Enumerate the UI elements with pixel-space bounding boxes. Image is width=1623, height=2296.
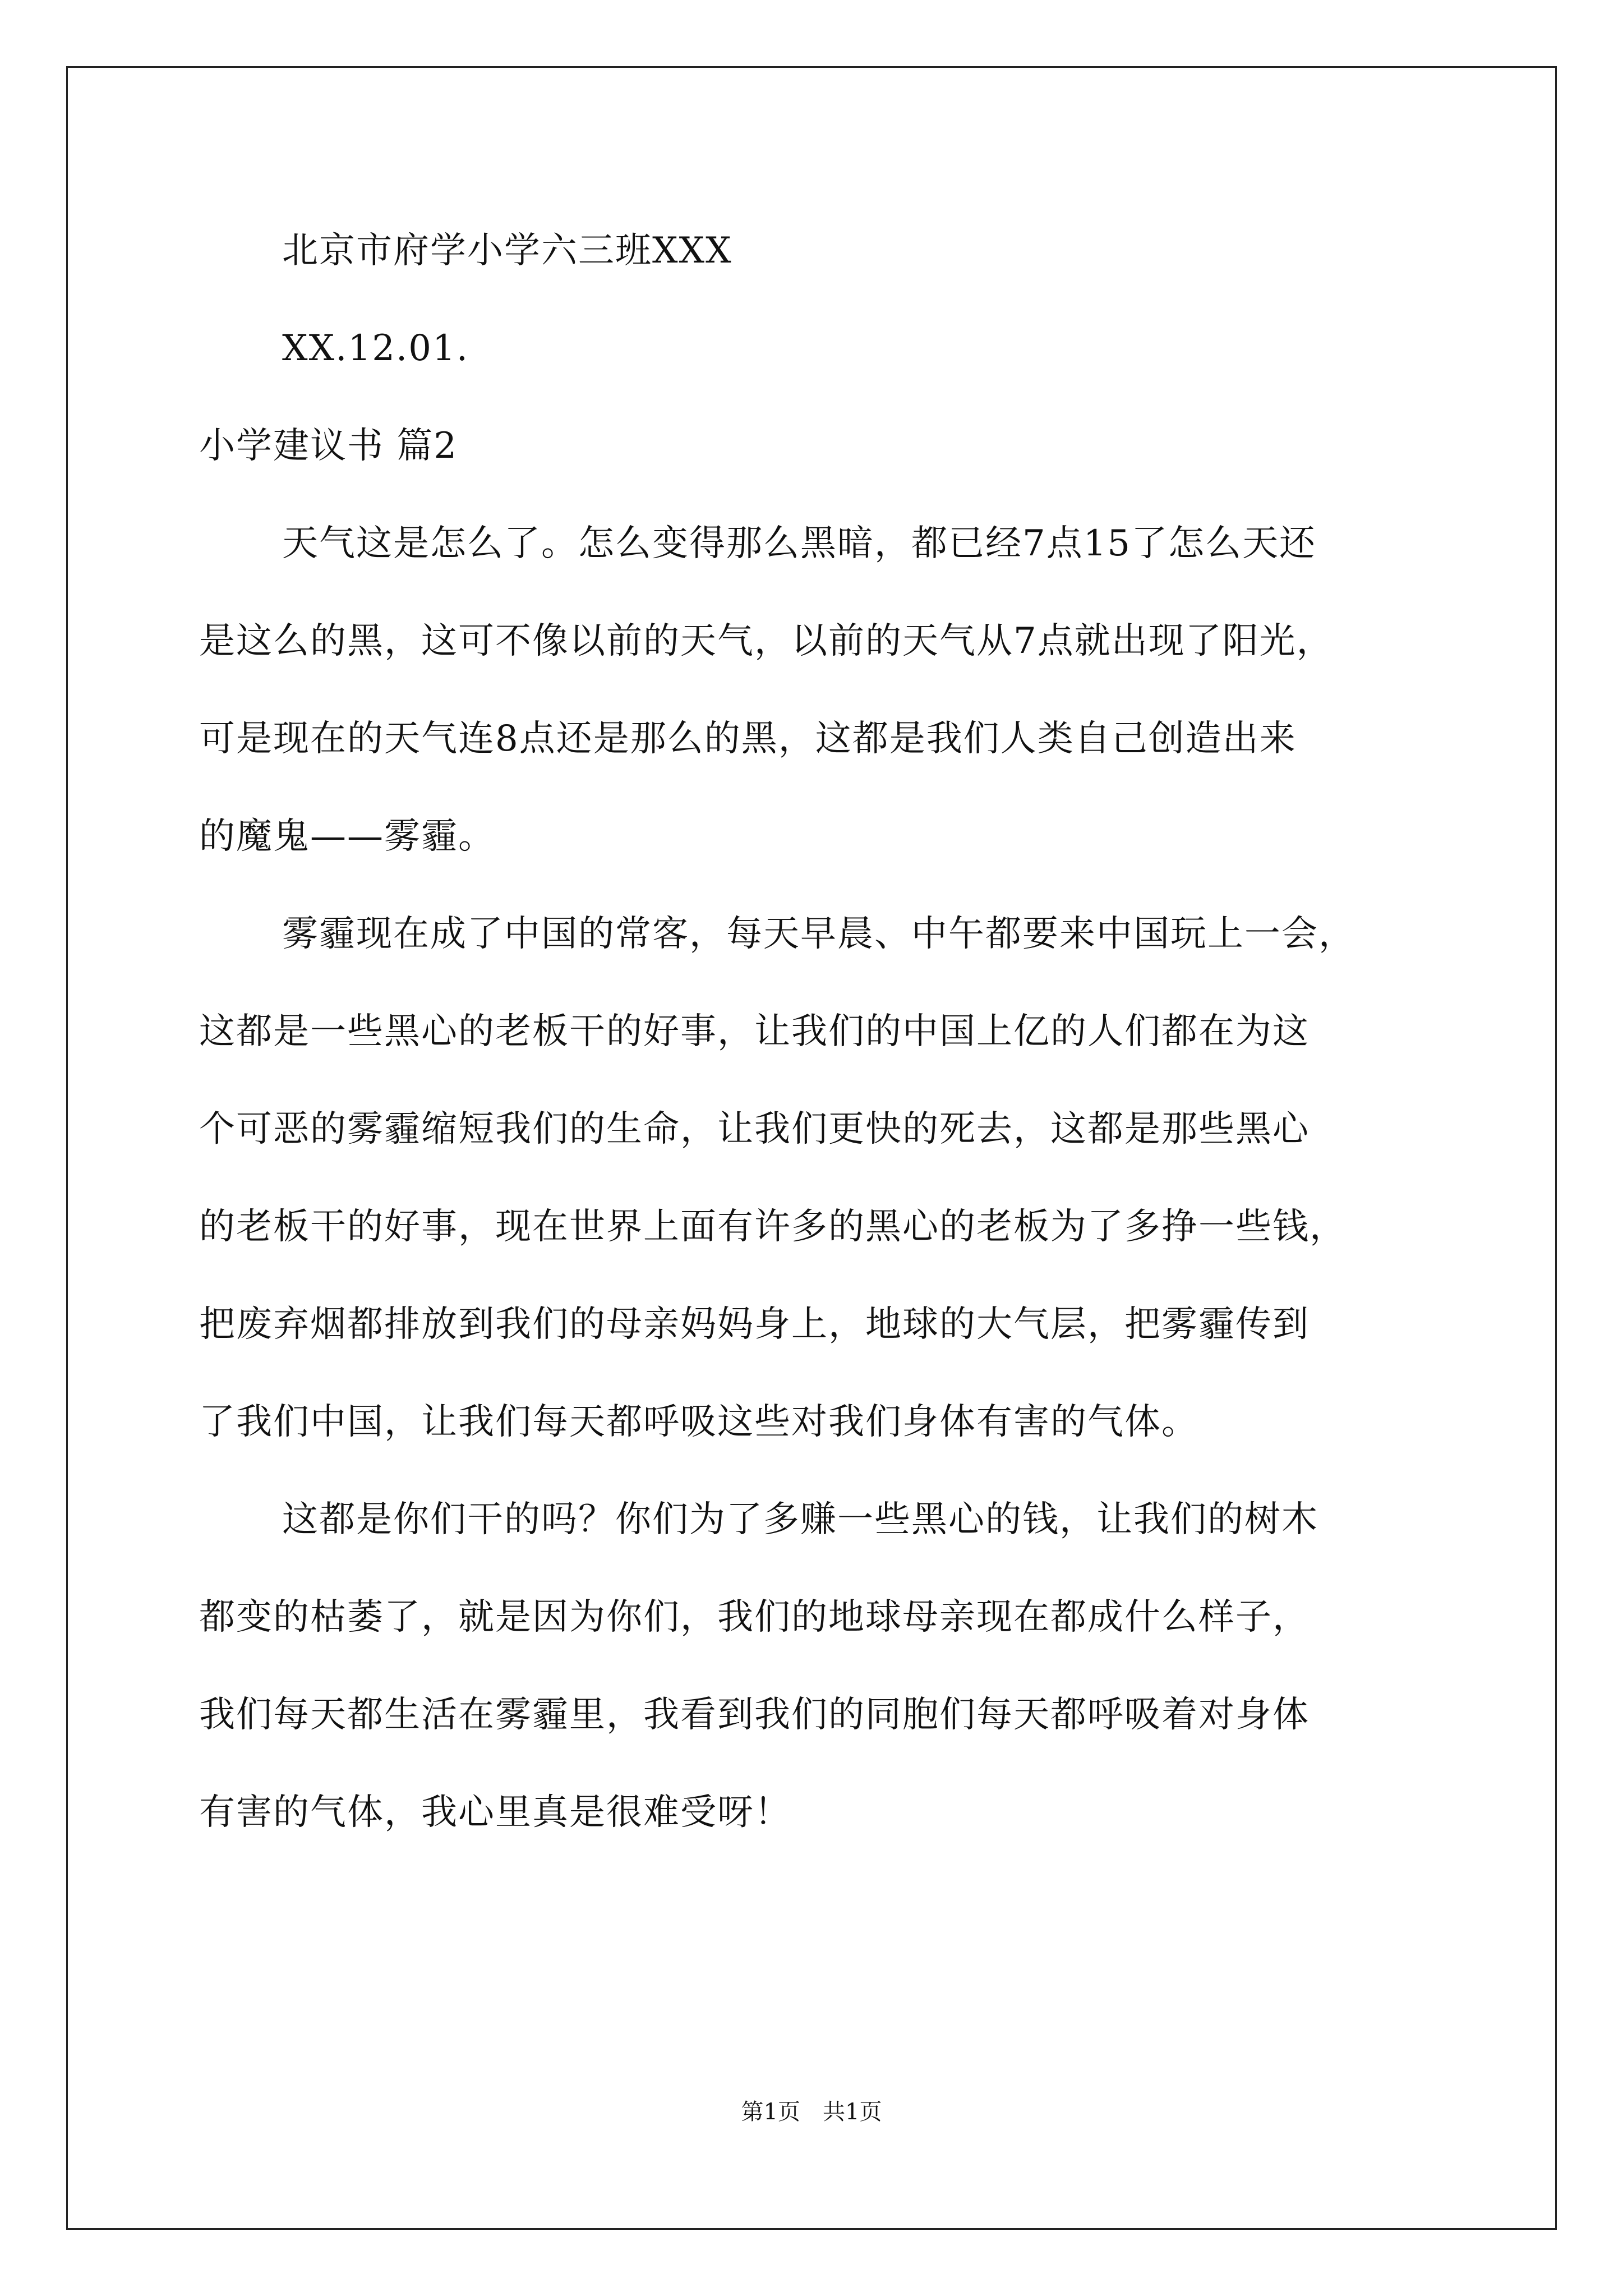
signature-line: 北京市府学小学六三班XXX <box>282 230 732 272</box>
paragraph-2 <box>199 885 1433 1471</box>
date-line: XX.12.01. <box>282 328 469 369</box>
paragraph-line: 这都是一些黑心的老板干的好事，让我们的中国上亿的人们都在为这 <box>199 1011 1310 1052</box>
page-footer: 第1页 共1页 <box>741 2099 882 2125</box>
paragraph-line: 天气这是怎么了。怎么变得那么黑暗，都已经7点15了怎么天还 <box>282 523 1317 564</box>
section-title: 小学建议书 篇2 <box>199 425 458 467</box>
paragraph-line: 的老板干的好事，现在世界上面有许多的黑心的老板为了多挣一些钱， <box>199 1206 1347 1248</box>
paragraph-line: 这都是你们干的吗？你们为了多赚一些黑心的钱，让我们的树木 <box>282 1499 1318 1540</box>
paragraph-3 <box>199 1471 1433 1861</box>
paragraph-1 <box>199 495 1433 885</box>
paragraph-line: 个可恶的雾霾缩短我们的生命，让我们更快的死去，这都是那些黑心 <box>199 1108 1310 1150</box>
paragraph-line: 我们每天都生活在雾霾里，我看到我们的同胞们每天都呼吸着对身体 <box>199 1694 1310 1736</box>
paragraph-line: 了我们中国，让我们每天都呼吸这些对我们身体有害的气体。 <box>199 1401 1198 1443</box>
paragraph-line: 都变的枯萎了，就是因为你们，我们的地球母亲现在都成什么样子， <box>199 1596 1310 1638</box>
paragraph-line: 把废弃烟都排放到我们的母亲妈妈身上，地球的大气层，把雾霾传到 <box>199 1304 1310 1345</box>
paragraph-line: 有害的气体，我心里真是很难受呀！ <box>199 1792 791 1833</box>
paragraph-line: 是这么的黑，这可不像以前的天气，以前的天气从7点就出现了阳光， <box>199 620 1334 662</box>
paragraph-line: 雾霾现在成了中国的常客，每天早晨、中午都要来中国玩上一会， <box>282 913 1355 955</box>
paragraph-line: 可是现在的天气连8点还是那么的黑，这都是我们人类自己创造出来 <box>199 718 1297 760</box>
document-body <box>199 202 1433 1861</box>
paragraph-line: 的魔鬼——雾霾。 <box>199 816 495 857</box>
